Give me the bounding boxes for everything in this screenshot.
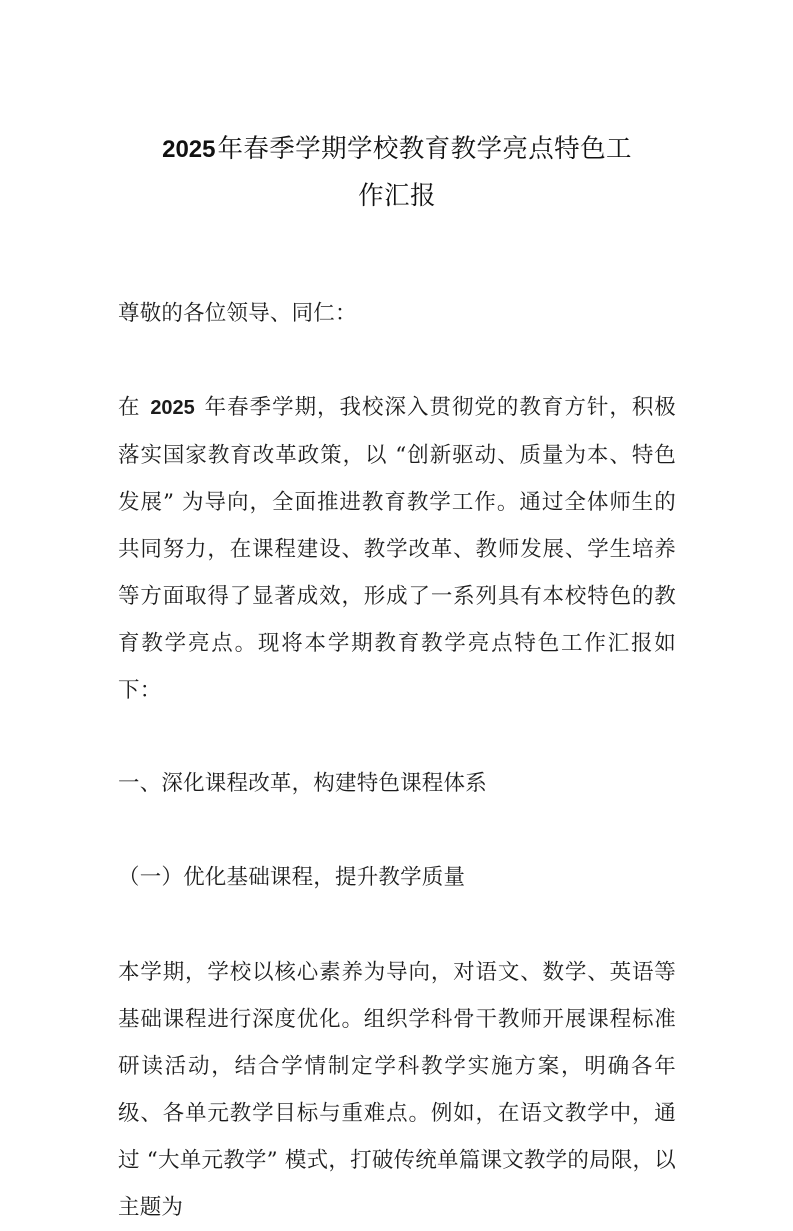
- salutation: 尊敬的各位领导、同仁：: [118, 301, 357, 326]
- document-content: [118, 0, 676, 1231]
- section-heading-1: 一、深化课程改革，构建特色课程体系: [118, 771, 487, 796]
- page-title: [118, 0, 676, 219]
- intro-paragraph: [118, 337, 676, 714]
- title-year: 2025: [162, 136, 216, 163]
- body-paragraph-1: 本学期，学校以核心素养为导向，对语文、数学、英语等基础课程进行深度优化。组织学科骨干教师开展课程标准研读活动，结合学情制定学科教学实施方案，明确各年级、各单元教学目标与重难点。例如，在语文教学中，通过 “大单元教学” 模式，打破传统单篇课文教学的局限，以主题为: [118, 960, 676, 1220]
- title-line-2-text: 作汇报: [358, 181, 436, 211]
- intro-prefix: 在: [118, 395, 149, 420]
- title-line-1-text: 年春季学期学校教育教学亮点特色工: [217, 134, 632, 164]
- intro-rest: 年春季学期，我校深入贯彻党的教育方针，积极落实国家教育改革政策，以 “创新驱动、质量为本、特色发展” 为导向，全面推进教育教学工作。通过全体师生的共同努力，在课程建设、教学改革、教师发展、学生培养等方面取得了显著成效，形成了一系列具有本校特色的教育教学亮点。现将本学期教育教学亮点特色工作汇报如下：: [118, 395, 676, 703]
- intro-year: 2025: [150, 397, 195, 419]
- subsection-heading-1: （一）优化基础课程，提升教学质量: [118, 865, 466, 890]
